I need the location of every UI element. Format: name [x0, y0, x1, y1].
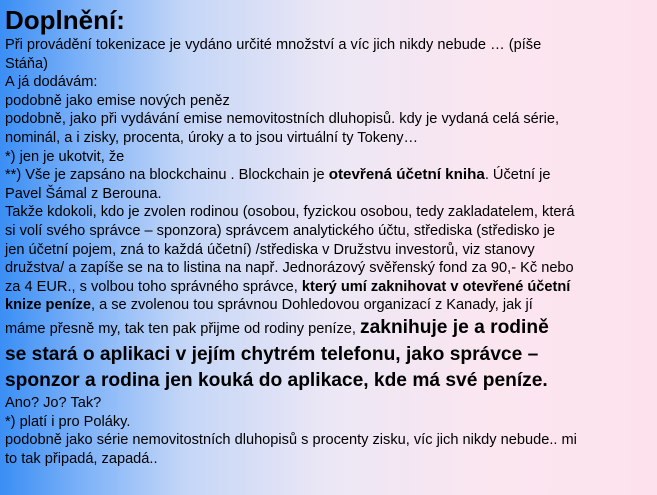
slide-title: Doplnění:	[5, 5, 125, 35]
text-line: podobně jako série nemovitostních dluhopisů s procenty zisku, víc jich nikdy nebude.. mi	[5, 432, 577, 449]
text-segment: . Účetní je	[484, 167, 551, 184]
text-line: Ano? Jo? Tak?	[5, 394, 102, 411]
text-line: Stáňa)	[5, 55, 48, 72]
text-line: Při provádění tokenizace je vydáno určité množství a víc jich nikdy nebude … (píše	[5, 37, 542, 53]
text-line: *) platí i pro Poláky.	[5, 413, 131, 430]
text-line	[5, 296, 653, 315]
highlight-text: knize peníze	[5, 297, 91, 314]
highlight-text: který umí zaknihovat v otevřené účetní	[301, 278, 571, 295]
text-line: Takže kdokoli, kdo je zvolen rodinou (osobou, fyzickou osobou, tedy zakladatelem, která	[5, 204, 575, 221]
text-line: si volí svého správce – sponzora) správcem analytického účtu, střediska (středisko je	[5, 222, 555, 239]
text-line: to tak připadá, zapadá..	[5, 450, 158, 467]
highlight-text: zaknihuje je a rodině	[360, 316, 549, 338]
text-segment: za 4 EUR., s volbou toho správného správce,	[5, 278, 302, 295]
text-line: jen účetní pojem, zná to každá účetní) /střediska v Družstvu investorů, viz stanovy	[5, 241, 535, 258]
text-line: sponzor a rodina jen kouká do aplikace, kde má své peníze.	[5, 369, 548, 391]
text-line	[5, 315, 653, 342]
text-line	[5, 278, 653, 297]
text-line: nominál, a i zisky, procenta, úroky a to jsou virtuální ty Tokeny…	[5, 129, 419, 146]
text-line: *) jen je ukotvit, že	[5, 148, 125, 165]
text-segment: , a se zvolenou tou správnou Dohledovou organizací z Kanady, jak jí	[90, 297, 533, 314]
text-line: se stará o aplikaci v jejím chytrém telefonu, jako správce –	[5, 343, 539, 365]
text-segment: máme přesně my, tak ten pak přijme od rodiny peníze,	[5, 320, 361, 337]
slide	[5, 4, 653, 468]
text-line: podobně jako emise nových peněz	[5, 92, 230, 109]
highlight-text: otevřená účetní kniha	[328, 166, 485, 184]
text-line: družstva/ a zapíše se na to listina na např. Jednorázový svěřenský fond za 90,- Kč nebo	[5, 260, 574, 277]
text-line: Pavel Šámal z Berouna.	[5, 185, 162, 202]
text-segment: **) Vše je zapsáno na blockchainu . Blockchain je	[5, 167, 329, 184]
text-line: podobně, jako při vydávání emise nemovitostních dluhopisů. kdy je vydaná celá série,	[5, 111, 560, 128]
text-line: A já dodávám:	[5, 74, 98, 91]
text-line	[5, 166, 653, 185]
